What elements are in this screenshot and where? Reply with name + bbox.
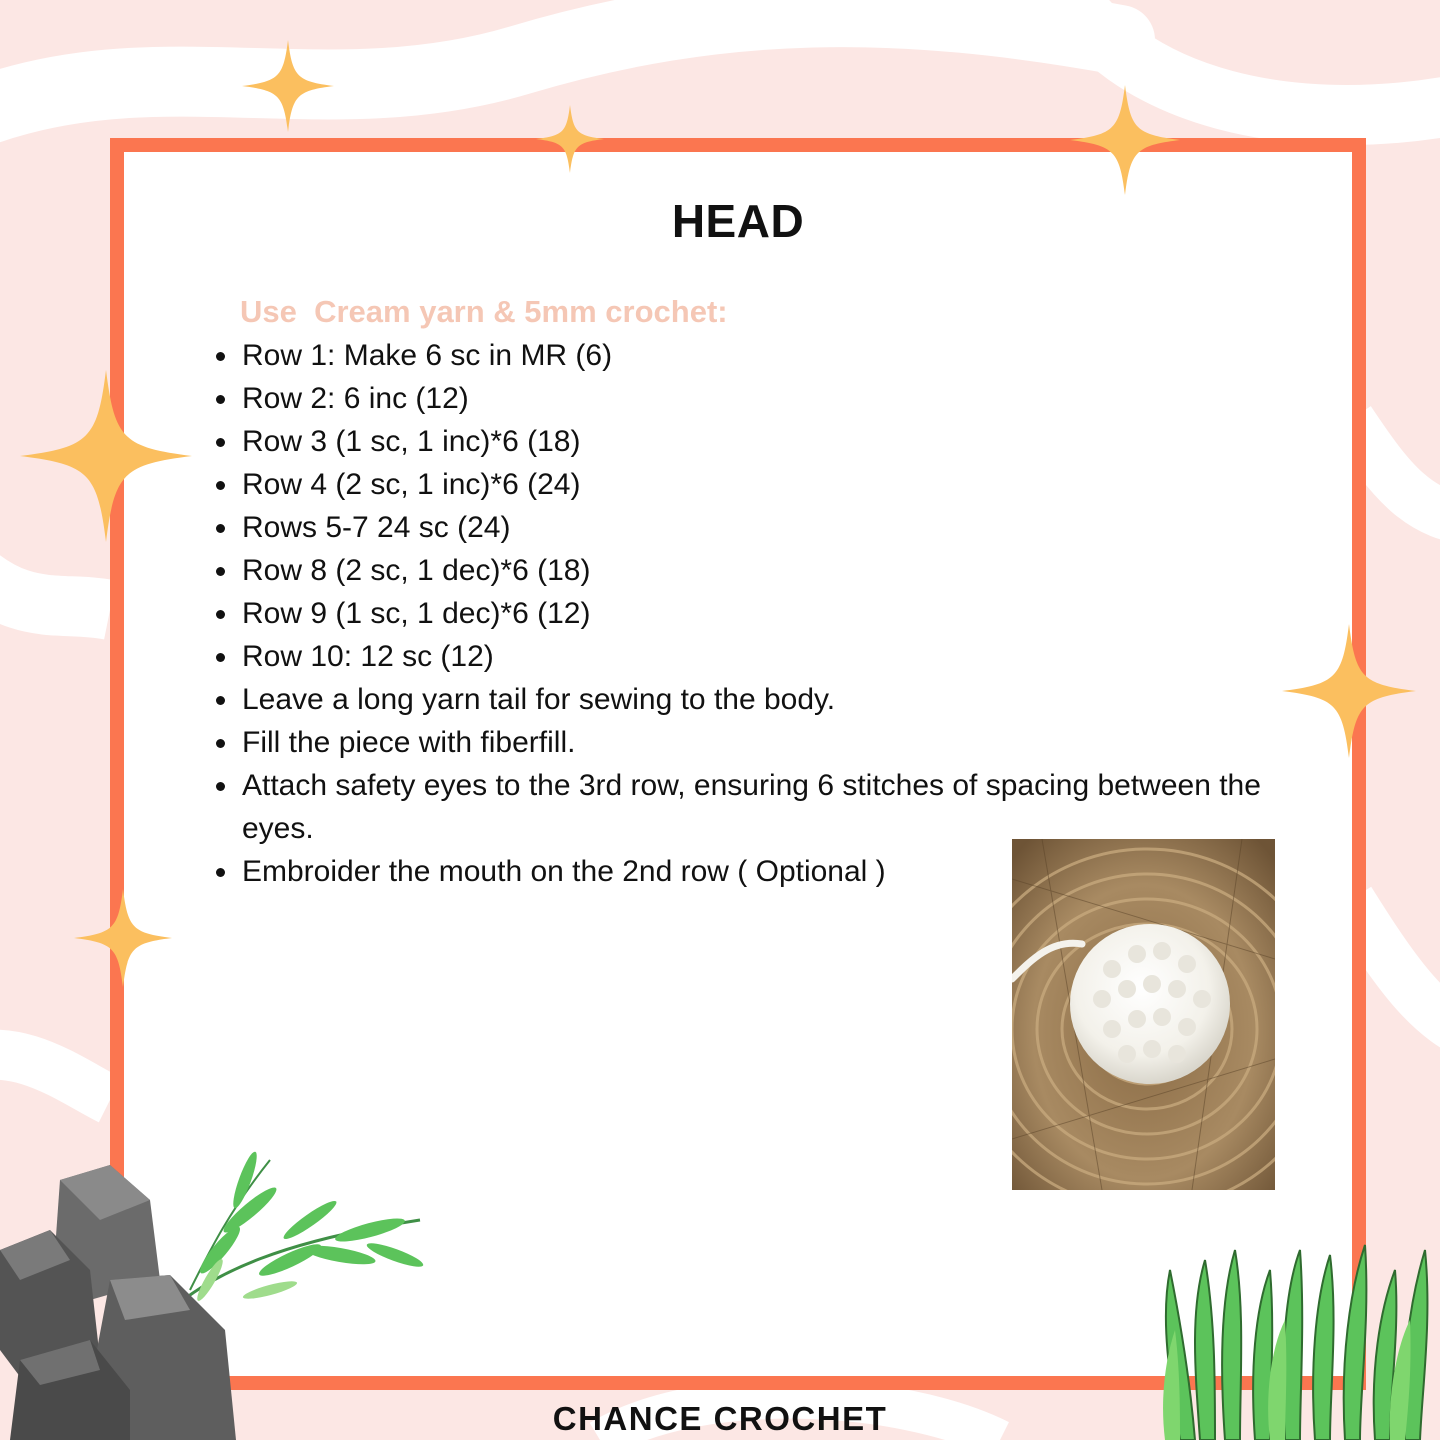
brand-footer: CHANCE CROCHET [552,1400,888,1437]
step-item: • Row 1: Make 6 sc in MR (6) [240,334,1300,377]
sparkle-icon [74,888,172,988]
step-item: • Attach safety eyes to the 3rd row, ensuring 6 stitches of spacing between the eyes. [240,764,1300,850]
sparkle-icon [1070,84,1180,196]
step-item: • Row 9 (1 sc, 1 dec)*6 (12) [240,592,1300,635]
step-item: • Rows 5-7 24 sc (24) [240,506,1300,549]
sparkle-icon [536,104,604,174]
step-item: • Leave a long yarn tail for sewing to the body. [240,678,1300,721]
step-item: • Fill the piece with fiberfill. [240,721,1300,764]
step-item: • Embroider the mouth on the 2nd row ( Optional ) [240,850,1300,893]
page-title: HEAD [671,195,805,247]
sparkle-icon [242,40,334,132]
step-item: • Row 8 (2 sc, 1 dec)*6 (18) [240,549,1300,592]
step-item: • Row 10: 12 sc (12) [240,635,1300,678]
step-item: • Row 4 (2 sc, 1 inc)*6 (24) [240,463,1300,506]
rock-icon [0,1160,236,1440]
step-item: • Row 3 (1 sc, 1 inc)*6 (18) [240,420,1300,463]
yarn-ball-photo [1012,839,1275,1190]
sparkle-icon [1282,622,1416,760]
step-item: • Row 2: 6 inc (12) [240,377,1300,420]
materials-note: Use Cream yarn & 5mm crochet: [240,294,728,329]
pattern-steps [212,334,1300,893]
sparkle-icon [20,368,192,544]
